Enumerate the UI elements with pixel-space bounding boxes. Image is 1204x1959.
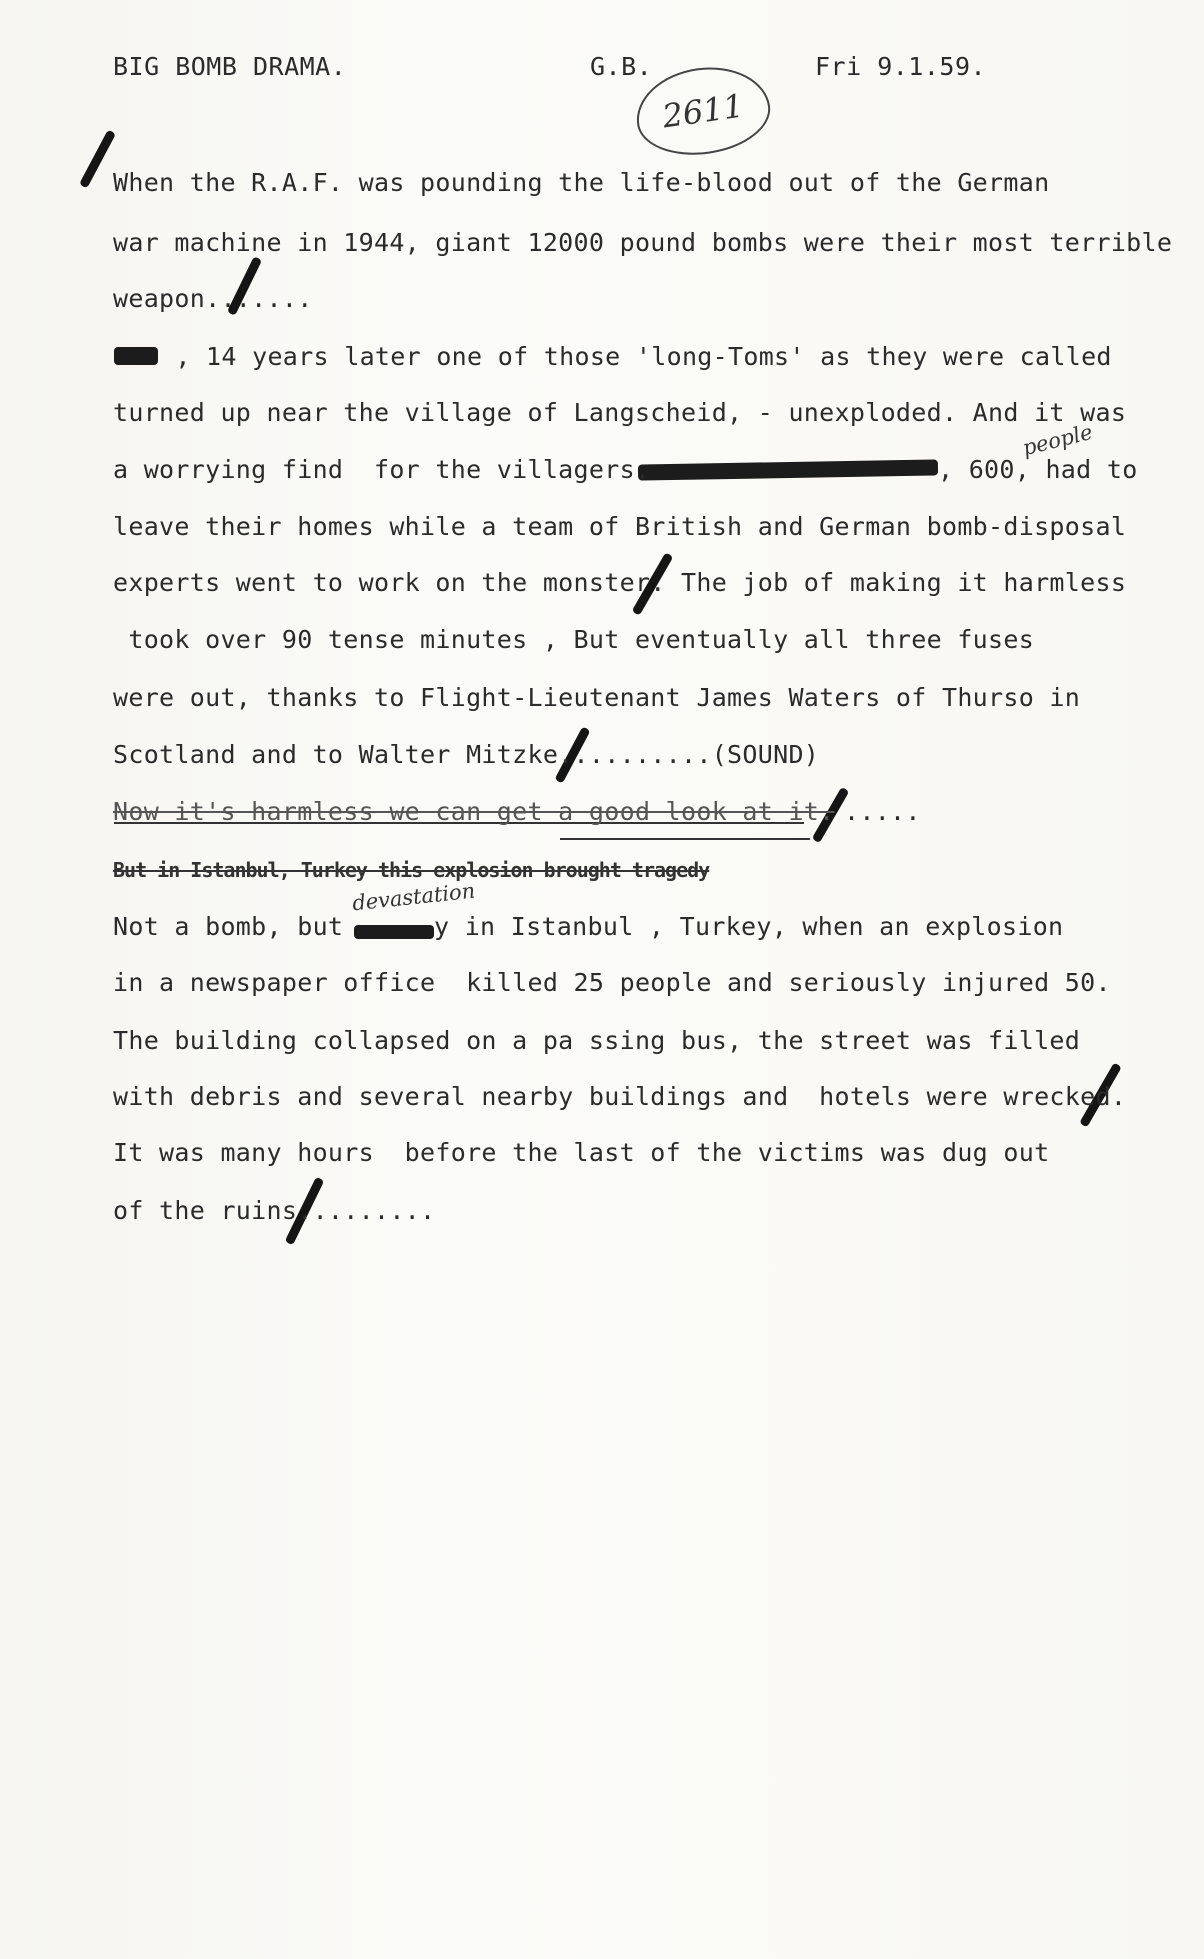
handwritten-page-number: 2611 xyxy=(631,59,776,163)
ink-blot xyxy=(638,459,938,480)
text-line: Scotland and to Walter Mitzke..........(SOUND) xyxy=(113,740,820,769)
overtyped-text-line: But in Istanbul, Turkey this explosion brought tragedy xyxy=(113,858,710,882)
text-line: of the ruins......... xyxy=(113,1196,436,1225)
text-line: When the R.A.F. was pounding the life-blood out of the German xyxy=(113,168,1050,197)
struck-text-line: Now it's harmless we can get a good look at it. xyxy=(113,797,835,826)
handwritten-insert-devastation: devastation xyxy=(351,878,477,916)
text-line: with debris and several nearby buildings and hotels were wrecked. xyxy=(113,1082,1127,1111)
text-line: turned up near the village of Langscheid, - unexploded. And it was xyxy=(113,398,1127,427)
strike-rule xyxy=(560,838,810,840)
text-line: weapon....... xyxy=(113,284,313,313)
text-line: in a newspaper office killed 25 people and seriously injured 50. xyxy=(113,968,1111,997)
text-line: experts went to work on the monster. The job of making it harmless xyxy=(113,568,1127,597)
ink-blot xyxy=(114,347,158,365)
edit-slash-mark xyxy=(79,130,116,189)
document-title: BIG BOMB DRAMA. xyxy=(113,52,347,81)
text-line: ..... xyxy=(844,797,921,826)
text-line: The building collapsed on a pa ssing bus, the street was filled xyxy=(113,1026,1081,1055)
text-line: were out, thanks to Flight-Lieutenant James Waters of Thurso in xyxy=(113,683,1081,712)
text-line: war machine in 1944, giant 12000 pound bombs were their most terrible xyxy=(113,228,1173,257)
text-line: took over 90 tense minutes , But eventually all three fuses xyxy=(113,625,1035,654)
text-line: a worrying find for the villagers. xyxy=(113,455,651,484)
ink-blot xyxy=(354,925,434,939)
text-line: leave their homes while a team of British and German bomb-disposal xyxy=(113,512,1127,541)
document-date: Fri 9.1.59. xyxy=(815,52,987,81)
text-line: y in Istanbul , Turkey, when an explosion xyxy=(434,912,1064,941)
document-code: G.B. xyxy=(590,52,653,81)
text-line: , 600, had to xyxy=(938,455,1138,484)
text-line: , 14 years later one of those 'long-Toms' as they were called xyxy=(160,342,1112,371)
text-line: It was many hours before the last of the victims was dug out xyxy=(113,1138,1050,1167)
text-line: Not a bomb, but xyxy=(113,912,344,941)
handwritten-insert-people: people xyxy=(1020,419,1095,461)
